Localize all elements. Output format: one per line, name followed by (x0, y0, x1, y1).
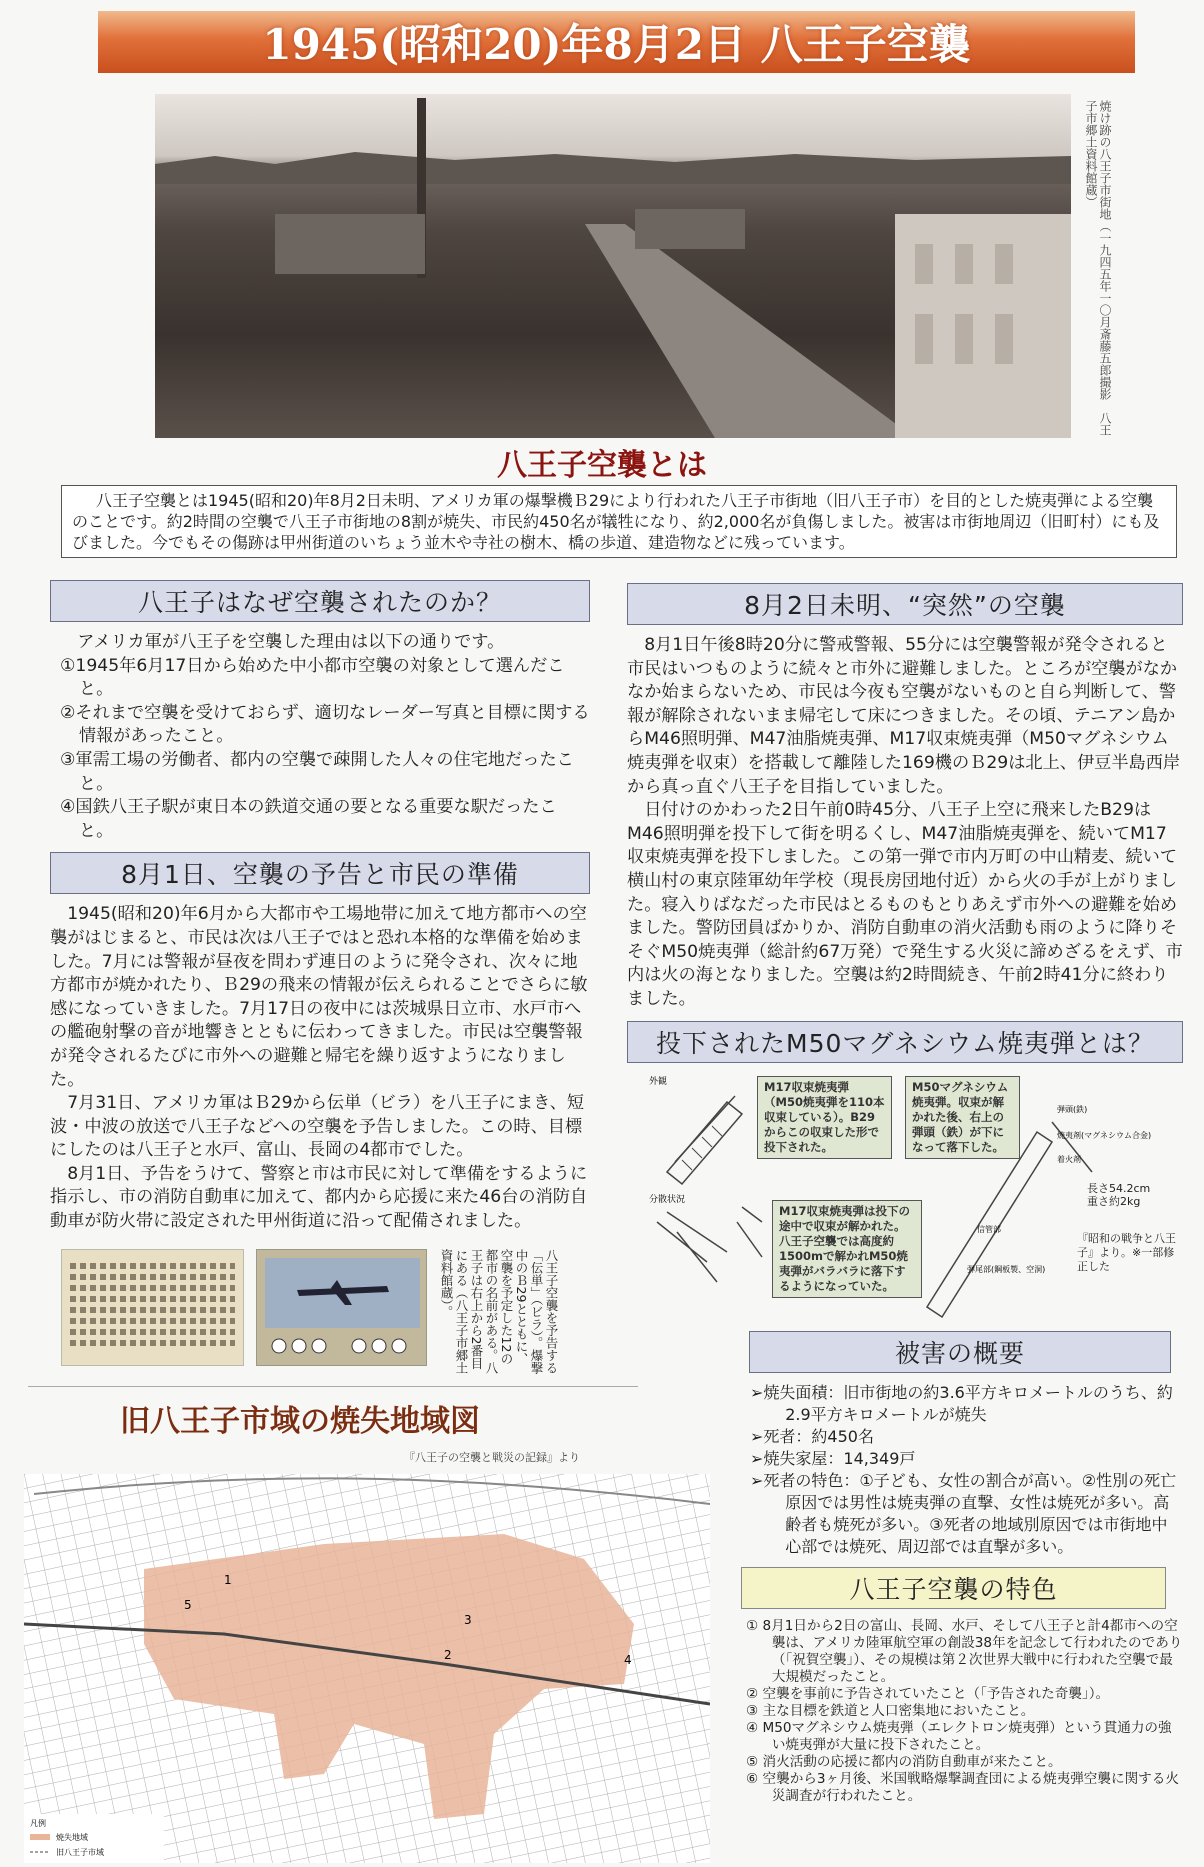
m50-heading: 投下されたM50マグネシウム焼夷弾とは？ (627, 1021, 1183, 1063)
leaflet-image (256, 1249, 427, 1366)
callout-m17: M17収束焼夷弾（M50焼夷弾を110本収束している）。B29からこの収束した形で投下された。 (757, 1076, 892, 1159)
image-row (61, 1249, 590, 1377)
bomb-spec: 長さ54.2cm 重さ約2kg (1087, 1181, 1151, 1208)
damage-item: ➢焼失家屋：14,349戸 (750, 1448, 916, 1468)
reason-item: ③軍需工場の労働者、都内の空襲で疎開した人々の住宅地だったこと。 (60, 749, 574, 794)
section-divider (28, 1386, 638, 1387)
damage-item: ➢死者：約450名 (750, 1426, 874, 1446)
why-reasons (50, 631, 590, 843)
why-heading: 八王子はなぜ空襲されたのか？ (50, 580, 590, 622)
map-number: 3 (464, 1612, 472, 1627)
feature-item: ① 8月1日から2日の富山、長岡、水戸、そして八王子と計4都市への空襲は、アメリカ陸軍航空軍の創設38年を記念して行われたのであり（「祝賀空襲」）、その規模は第２次世界大戦中に行われた空襲で最大規模だったこと。 (746, 1617, 1183, 1685)
callout-release: M17収束焼夷弾は投下の途中で収束が解かれた。八王子空襲では高度約1500mで解かれM50焼夷弾がバラバラに落下するようになっていた。 (772, 1200, 922, 1298)
burned-area-map (24, 1474, 710, 1863)
feature-item: ② 空襲を事前に予告されていたこと（「予告された奇襲」）。 (746, 1685, 1110, 1702)
right-column (627, 583, 1183, 1805)
label-tail: 弾尾部(鋼板製、空洞) (967, 1264, 1046, 1274)
map-number: 2 (444, 1647, 452, 1662)
map-number: 1 (224, 1572, 232, 1587)
features-list (746, 1618, 1183, 1805)
map-illustration (24, 1474, 710, 1863)
m50-diagram (647, 1072, 1203, 1322)
prep-paragraph: 1945(昭和20)年6月から大都市や工場地帯に加えて地方都市への空襲がはじまると、市民は次は八王子ではと恐れ本格的な準備を始めました。7月には警報が昼夜を問わず連日のように発令され、次々に地方都市が焼かれたり、Ｂ29の飛来の情報が伝えられることでさらに敏感になっていきました。7月17日の夜中には茨城県日立市、水戸市への艦砲射撃の音が地響きとともに伝わってきました。市民は空襲警報が発令されるたびに市外への避難と帰宅を繰り返すようになりました。 (50, 904, 588, 1090)
prep-paragraph: 8月1日、予告をうけて、警察と市は市民に対して準備をするように指示し、市の消防自動車に加えて、都内から応援に来た46台の消防自動車が防火帯に設定された甲州街道に沿って配備されました。 (50, 1163, 588, 1232)
raid-paragraph: 8月1日午後8時20分に警戒警報、55分には空襲警報が発令されると市民はいつものように続々と市外に避難しました。ところが空襲がなかなか始まらないため、市民は今夜も空襲がないものと自ら判断して、警報が解除されないまま帰宅して床につきました。その頃、テニアン島からM46照明弾、M47油脂焼夷弾、M17収束焼夷弾（M50マグネシウム焼夷弾を収束）を搭載して離陸した169機のＢ29は北上、伊豆半島西岸から真っ直ぐ八王子を目指していました。 (627, 635, 1181, 797)
label-scatter: 分散状況 (649, 1194, 686, 1205)
damage-heading: 被害の概要 (749, 1331, 1171, 1373)
left-column (30, 580, 632, 1863)
ruins-photo-illustration (155, 94, 1071, 438)
label-outer: 外観 (649, 1076, 668, 1087)
intro-heading: 八王子空襲とは (497, 448, 707, 483)
map-legend-title: 凡例 (30, 1818, 46, 1828)
map-heading: 旧八王子市域の焼失地域図 (120, 1403, 480, 1439)
map-legend-burned: 焼失地域 (56, 1832, 88, 1842)
feature-item: ④ M50マグネシウム焼夷弾（エレクトロン焼夷弾）という貫通力の強い焼夷弾が大量に投下されたこと。 (746, 1719, 1172, 1753)
why-lead: アメリカ軍が八王子を空襲した理由は以下の通りです。 (77, 632, 505, 652)
callout-m50: M50マグネシウム焼夷弾。収束が解かれた後、右上の弾頭（鉄）が下になって落下した。 (905, 1076, 1020, 1159)
leaflet-caption: 八王子空襲を予告する「伝単」（ビラ）。爆撃中のＢ29とともに、空襲を予定した12の都市の名前がある。八王子は右上から2番目にある（八王子市郷土資料館蔵）。 (439, 1248, 559, 1374)
photo-caption: 焼け跡の八王子市街地（一九四五年一〇月斎藤五郎撮影 八王子市郷土資料館蔵） (1084, 100, 1112, 436)
diagram-source: 『昭和の戦争と八王子』より。※一部修正した (1077, 1231, 1176, 1273)
page-title: 1945(昭和20)年8月2日 八王子空襲 (262, 20, 971, 69)
reason-item: ②それまで空襲を受けておらず、適切なレーダー写真と目標に関する情報があったこと。 (60, 702, 590, 747)
prep-text (50, 903, 590, 1233)
ruins-photo (155, 94, 1071, 438)
feature-item: ⑥ 空襲から3ヶ月後、米国戦略爆撃調査団による焼夷弾空襲に関する火災調査が行われたこと。 (746, 1770, 1179, 1804)
map-source: 『八王子の空襲と戦災の記録』より (404, 1450, 580, 1464)
raid-paragraph: 日付けのかわった2日午前0時45分、八王子上空に飛来したB29はM46照明弾を投下して街を明るくし、M47油脂焼夷弾を、続いてM17収束焼夷弾を投下しました。この第一弾で市内万町の中山精麦、続いて横山村の東京陸軍幼年学校（現長房団地付近）から火の手が上がりました。寝入りばなだった市民はとるものもとりあえず市外への避難を始めました。警防団員ばかりか、消防自動車の消火活動も雨のように降りそそぐM50焼夷弾（総計約67万発）で発生する火災に諦めざるをえず、市内は火の海となりました。空襲は約2時間続き、午前2時41分に終わりました。 (627, 800, 1183, 1009)
damage-item: ➢死者の特色：①子ども、女性の割合が高い。②性別の死亡原因では男性は焼夷弾の直撃、女性は焼死が多い。高齢者も焼死が多い。③死者の地域別原因では市街地中心部では焼死、周辺部では直撃が多い。 (750, 1470, 1177, 1556)
intro-box: 八王子空襲とは1945(昭和20)年8月2日未明、アメリカ軍の爆撃機Ｂ29により行われた八王子市街地（旧八王子市）を目的とした焼夷弾による空襲のことです。約2時間の空襲で八王子市街地の8割が焼失、市民約450名が犠牲になり、約2,000名が負傷しました。被害は市街地周辺（旧町村）にも及びました。今でもその傷跡は甲州街道のいちょう並木や寺社の樹木、橋の歩道、建造物などに残っています。 (61, 485, 1177, 558)
prep-heading: 8月1日、空襲の予告と市民の準備 (50, 852, 590, 894)
label-body: 焼夷剤(マグネシウム合金) (1057, 1130, 1152, 1140)
damage-item: ➢焼失面積：旧市街地の約3.6平方キロメートルのうち、約2.9平方キロメートルが焼失 (750, 1382, 1173, 1424)
feature-item: ③ 主な目標を鉄道と人口密集地においたこと。 (746, 1702, 1035, 1719)
map-number: 5 (184, 1597, 192, 1612)
raid-heading: 8月2日未明、“突然”の空襲 (627, 583, 1183, 625)
b29-leaflet-illustration (257, 1250, 428, 1367)
map-legend-boundary: 旧八王子市域 (56, 1847, 104, 1857)
feature-item: ⑤ 消火活動の応援に都内の消防自動車が来たこと。 (746, 1753, 1062, 1770)
features-heading: 八王子空襲の特色 (741, 1567, 1166, 1609)
reason-item: ①1945年6月17日から始めた中小都市空襲の対象として選んだこと。 (60, 655, 565, 700)
reason-item: ④国鉄八王子駅が東日本の鉄道交通の要となる重要な駅だったこと。 (60, 797, 557, 841)
raid-text (627, 634, 1183, 1012)
title-banner (98, 11, 1135, 73)
prep-paragraph: 7月31日、アメリカ軍はＢ29から伝単（ビラ）を八王子にまき、短波・中波の放送で八王子などへの空襲を予告しました。この時、目標にしたのは八王子と水戸、富山、長岡の4都市でした。 (50, 1093, 585, 1161)
map-number: 4 (624, 1652, 632, 1667)
document-image (61, 1249, 244, 1366)
label-head: 弾頭(鉄) (1057, 1104, 1088, 1114)
label-fuse: 着火剤 (1057, 1154, 1081, 1164)
label-tube: 信管部 (977, 1224, 1001, 1234)
damage-list (750, 1382, 1180, 1558)
